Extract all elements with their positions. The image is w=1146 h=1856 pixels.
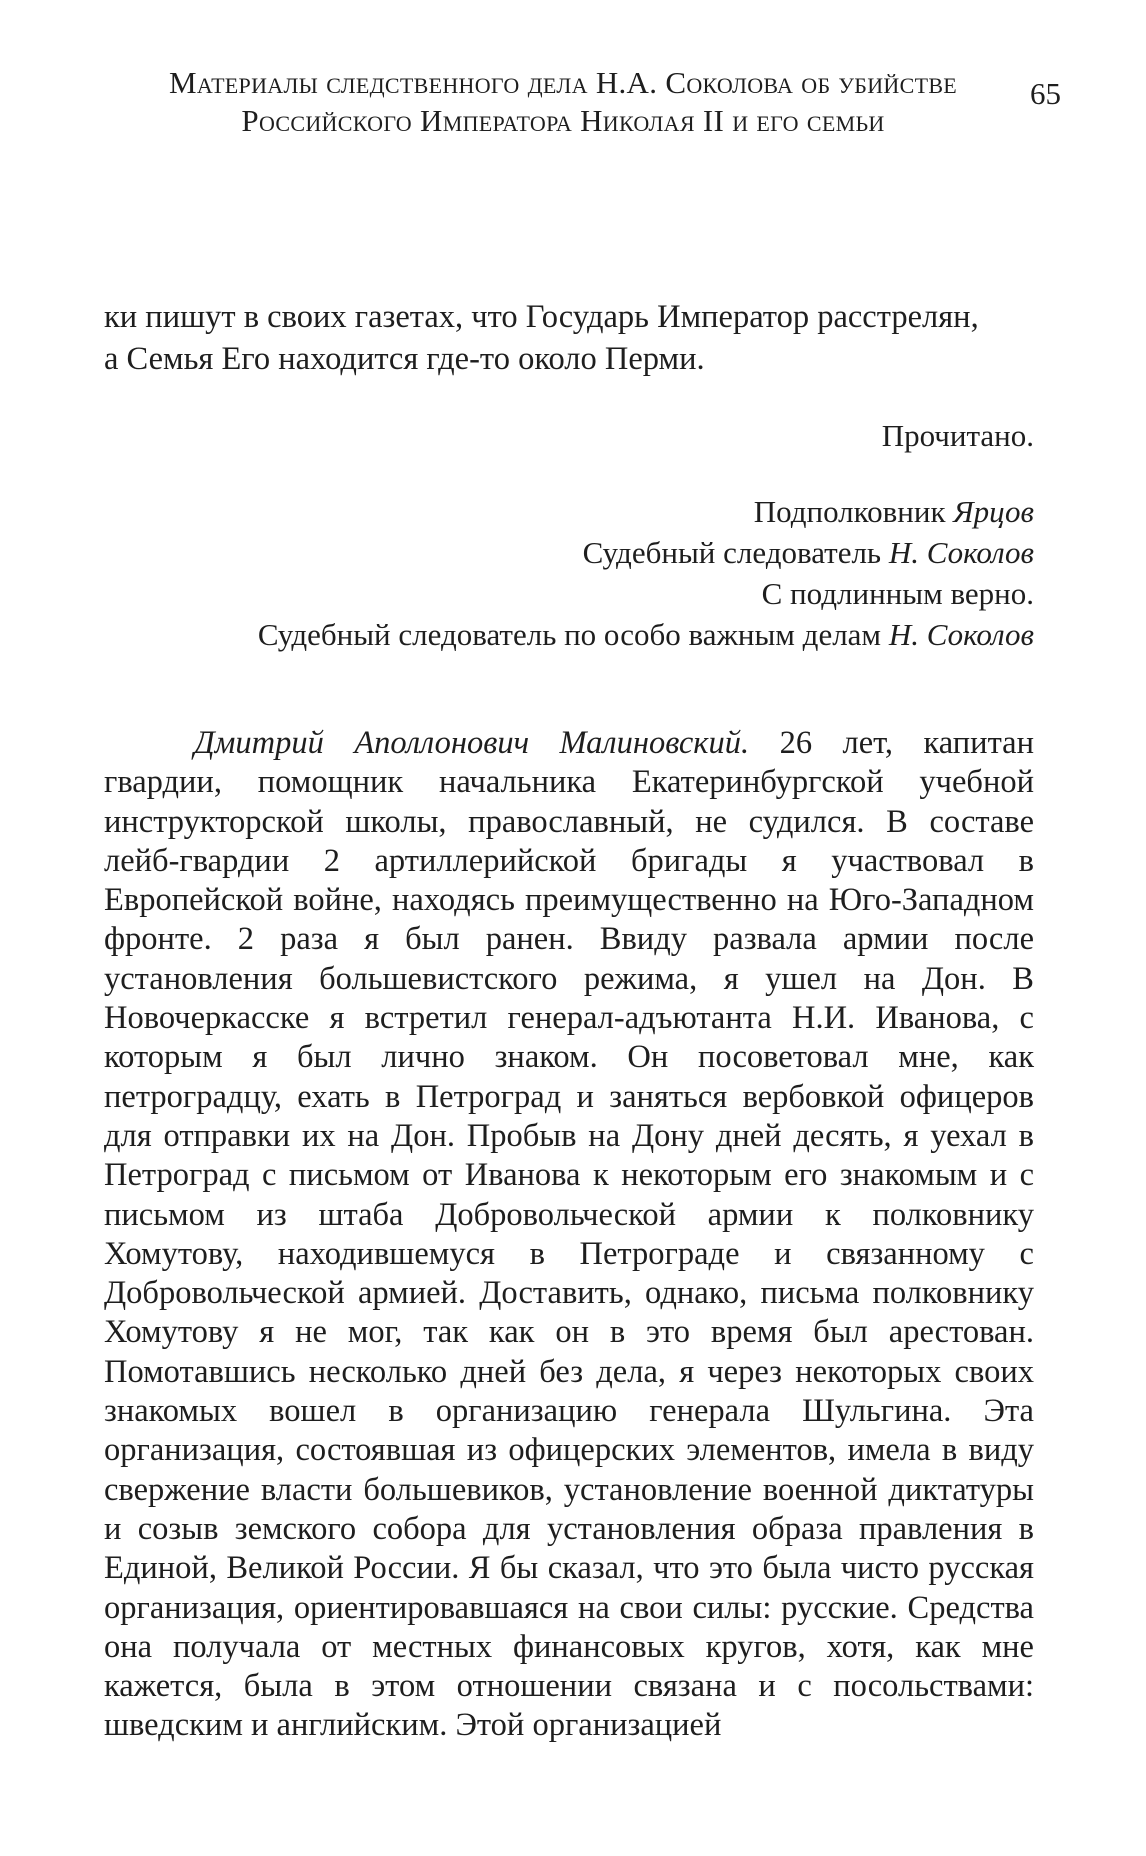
continuation-line-2: а Семья Его находится где-то около Перми.	[104, 340, 705, 377]
signature-title: Судебный следователь	[582, 535, 889, 570]
signature-line-1	[104, 491, 1034, 532]
continuation-line-1: ки пишут в своих газетах, что Государь Император расстрелян,	[104, 299, 979, 335]
testimony-paragraph	[104, 724, 1034, 1746]
signature-title: Судебный следователь по особо важным делам	[257, 617, 889, 652]
continuation-paragraph	[104, 297, 1034, 381]
signature-block	[104, 491, 1034, 655]
signature-line-3: С подлинным верно.	[761, 576, 1034, 611]
read-note: Прочитано.	[881, 418, 1034, 453]
signature-name: Н. Соколов	[888, 535, 1034, 570]
running-header-line-1: Материалы следственного дела Н.А. Соколова об убийстве	[168, 65, 958, 100]
signature-name: Н. Соколов	[888, 617, 1034, 652]
running-header-line-2: Российского Императора Николая II и его семьи	[241, 103, 885, 138]
signature-name: Ярцов	[953, 494, 1034, 529]
signature-line-4	[104, 614, 1034, 655]
running-header	[0, 64, 1146, 140]
signature-rank: Подполковник	[753, 494, 954, 529]
witness-name: Дмитрий Аполлонович Малиновский.	[194, 725, 750, 761]
signature-line-2	[104, 532, 1034, 573]
page-number: 65	[1030, 76, 1061, 111]
testimony-text: 26 лет, капитан гвардии, помощник начальника Екатеринбургской учебной инструкторской школы, православный, не судился. В составе лейб-гвардии 2 артиллерийской бригады я участвовал в Европейской войне, находясь преимущественно на Юго-Западном фронте. 2 раза я был ранен. Ввиду развала армии после установления большевистского режима, я ушел на Дон. В Новочеркасске я встретил генерал-адъютанта Н.И. Иванова, с которым я был лично знаком. Он посоветовал мне, как петроградцу, ехать в Петроград и заняться вербовкой офицеров для отправки их на Дон. Пробыв на Дону дней десять, я уехал в Петроград с письмом от Иванова к некоторым его знакомым и с письмом из штаба Добровольческой армии к полковнику Хомутову, находившемуся в Петрограде и связанному с Добровольческой армией. Доставить, однако, письма полковнику Хомутову я не мог, так как он в это время был арестован. Помотавшись несколько дней без дела, я через некоторых своих знакомых вошел в организацию генерала Шульгина. Эта организация, состоявшая из офицерских элементов, имела в виду свержение власти большевиков, установление военной диктатуры и созыв земского собора для установления образа правления в Единой, Великой России. Я бы сказал, что это была чисто русская организация, ориентировавшаяся на свои силы: русские. Средства она получала от местных финансовых кругов, хотя, как мне кажется, была в этом отношении связана и с посольствами: шведским и английским. Этой организацией	[104, 725, 1034, 1744]
